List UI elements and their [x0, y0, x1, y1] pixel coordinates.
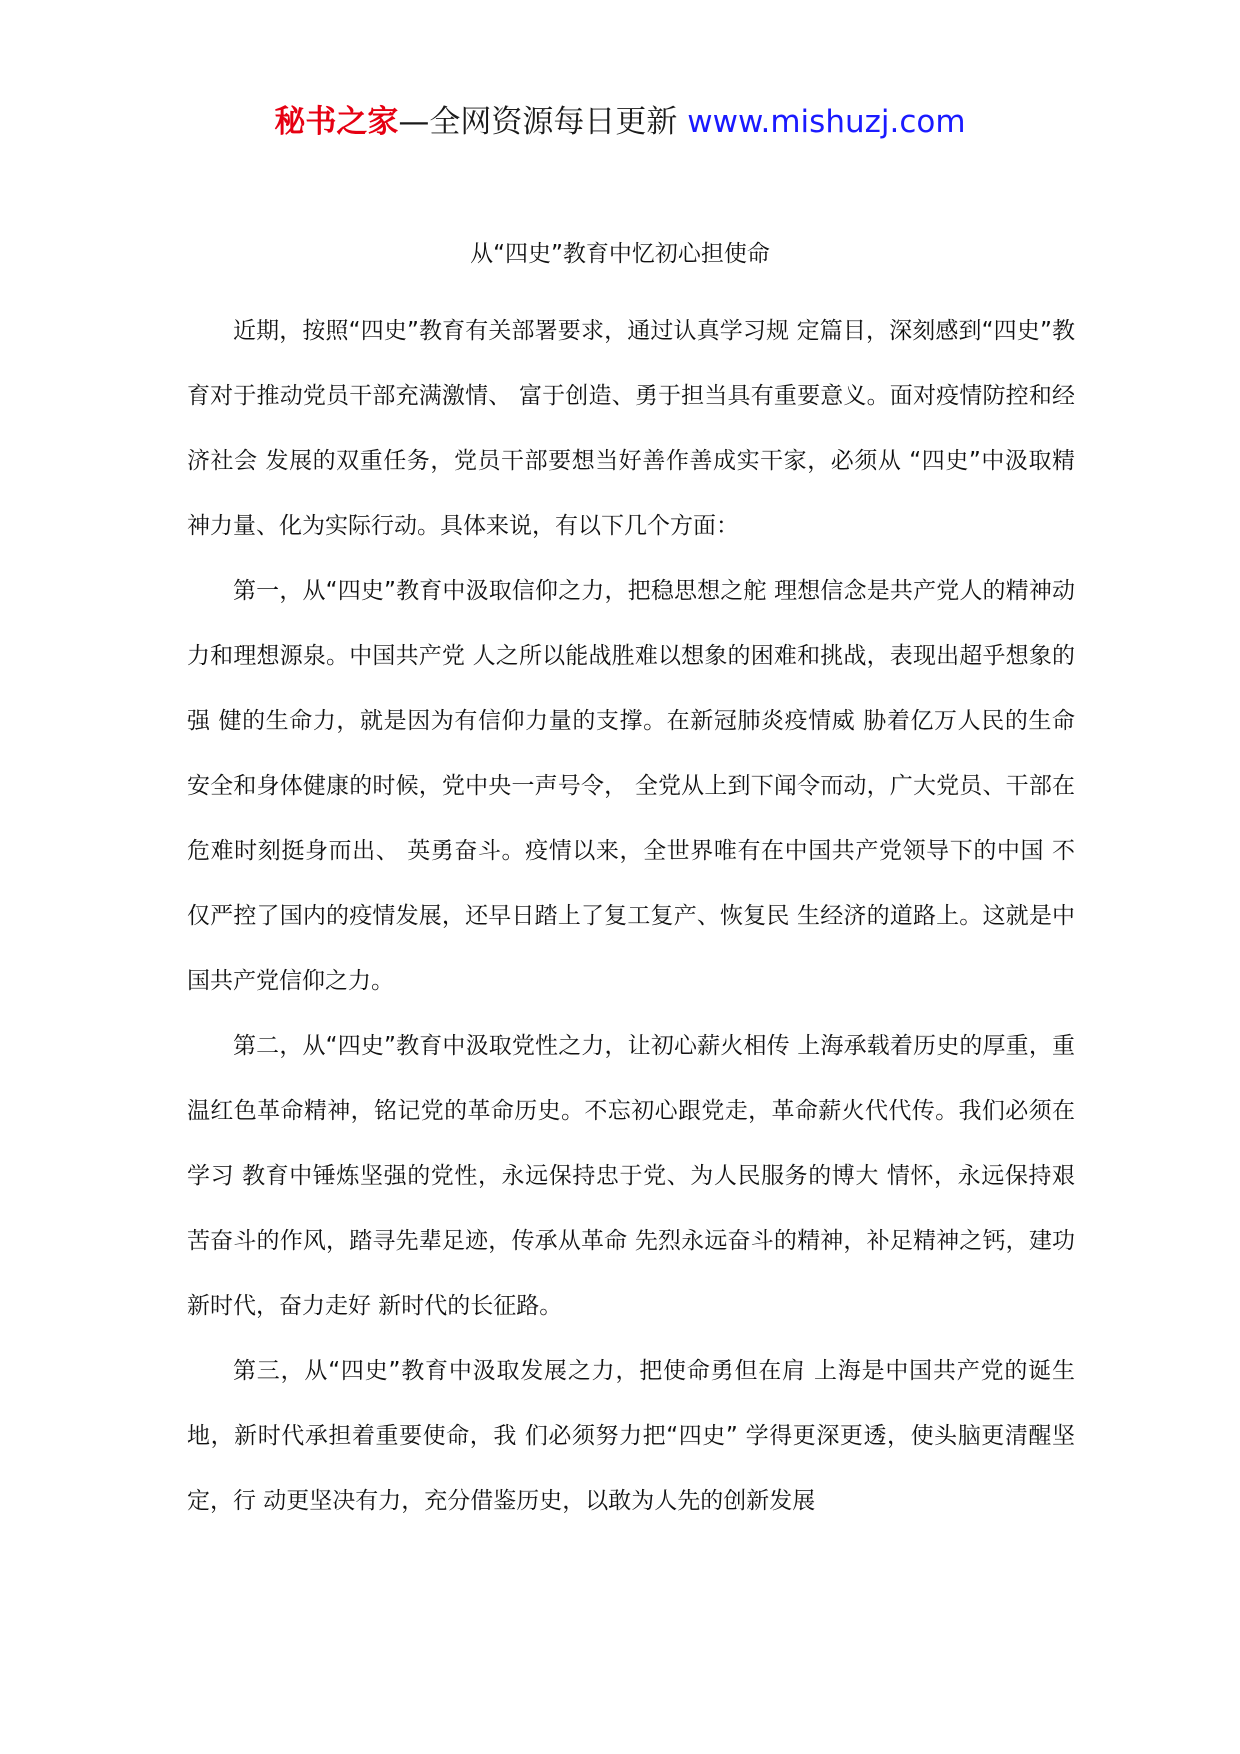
site-tagline: —全网资源每日更新 [398, 104, 678, 140]
site-url-link[interactable]: www.mishuzj.com [687, 104, 966, 140]
site-header [0, 102, 1240, 142]
site-brand: 秘书之家 [274, 104, 399, 140]
paragraph-second: 第二，从“四史”教育中汲取党性之力，让初心薪火相传 上海承载着历史的厚重，重温红色革命精神，铭记党的革命历史。不忘初心跟党走，革命薪火代代传。我们必须在学习 教育中锤炼坚强的党性，永远保持忠于党、为人民服务的博大 情怀，永远保持艰苦奋斗的作风，踏寻先辈足迹，传承从革命 先烈永远奋斗的精神，补足精神之钙，建功新时代，奋力走好 新时代的长征路。 [187, 1033, 1075, 1319]
paragraph-first: 第一，从“四史”教育中汲取信仰之力，把稳思想之舵 理想信念是共产党人的精神动力和理想源泉。中国共产党 人之所以能战胜难以想象的困难和挑战，表现出超乎想象的强 健的生命力，就是因为有信仰力量的支撑。在新冠肺炎疫情威 胁着亿万人民的生命安全和身体健康的时候，党中央一声号令， 全党从上到下闻令而动，广大党员、干部在危难时刻挺身而出、 英勇奋斗。疫情以来，全世界唯有在中国共产党领导下的中国 不仅严控了国内的疫情发展，还早日踏上了复工复产、恢复民 生经济的道路上。这就是中国共产党信仰之力。 [187, 578, 1075, 994]
document-body [187, 299, 1075, 1534]
document-title: 从“四史”教育中忆初心担使命 [470, 241, 770, 267]
paragraph-intro: 近期，按照“四史”教育有关部署要求，通过认真学习规 定篇目，深刻感到“四史”教育对于推动党员干部充满激情、 富于创造、勇于担当具有重要意义。面对疫情防控和经济社会 发展的双重任务，党员干部要想当好善作善成实干家，必须从 “四史”中汲取精神力量、化为实际行动。具体来说，有以下几个方面： [187, 318, 1075, 539]
paragraph-third: 第三，从“四史”教育中汲取发展之力，把使命勇但在肩 上海是中国共产党的诞生地，新时代承担着重要使命，我 们必须努力把“四史” 学得更深更透，使头脑更清醒坚定，行 动更坚决有力，充分借鉴历史，以敢为人先的创新发展 [187, 1358, 1075, 1514]
